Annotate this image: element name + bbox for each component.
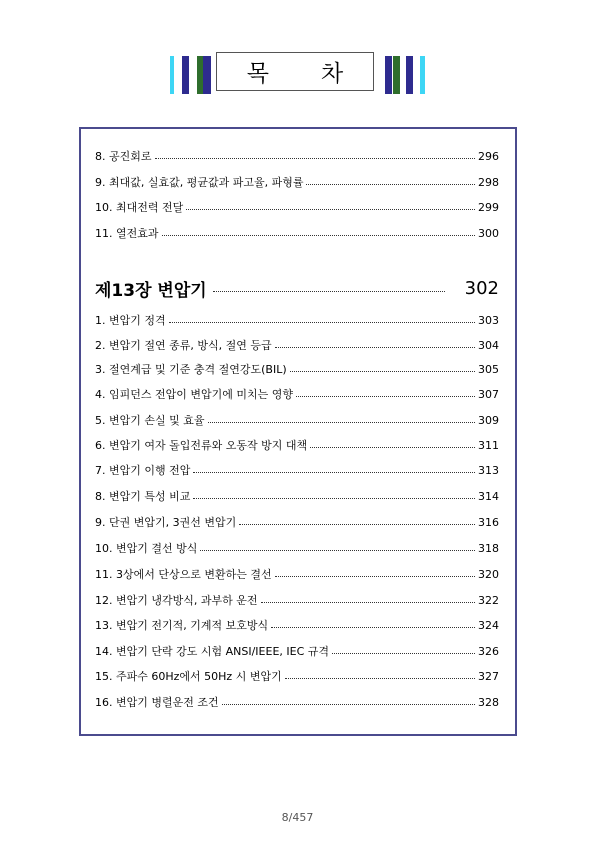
toc-entry-page: 296 <box>478 149 499 163</box>
toc-entry-label: 7. 변압기 이행 전압 <box>95 464 191 477</box>
toc-entry[interactable] <box>95 437 499 453</box>
leader-dots <box>193 497 475 499</box>
toc-entry[interactable] <box>95 617 499 633</box>
leader-dots <box>275 346 475 348</box>
toc-header <box>0 52 595 96</box>
toc-entry-page: 298 <box>478 175 499 189</box>
toc-entry[interactable] <box>95 412 499 428</box>
toc-entry-label: 11. 3상에서 단상으로 변환하는 결선 <box>95 568 272 581</box>
toc-entry-page: 304 <box>478 338 499 352</box>
decorative-bar <box>182 56 189 94</box>
decorative-bar <box>393 56 400 94</box>
toc-entry[interactable] <box>95 148 499 164</box>
toc-entry[interactable] <box>95 225 499 241</box>
toc-entry-label: 2. 변압기 절연 종류, 방식, 절연 등급 <box>95 339 272 352</box>
toc-entry[interactable] <box>95 488 499 504</box>
toc-entry-page: 313 <box>478 463 499 477</box>
toc-entry[interactable] <box>95 643 499 659</box>
toc-entry-page: 324 <box>478 618 499 632</box>
page-indicator: 8/457 <box>281 811 314 824</box>
toc-entry-page: 320 <box>478 567 499 581</box>
toc-entry-label: 9. 최대값, 실효값, 평균값과 파고율, 파형률 <box>95 176 304 189</box>
leader-dots <box>296 395 475 397</box>
toc-entry[interactable] <box>95 592 499 608</box>
toc-entry-label: 9. 단권 변압기, 3권선 변압기 <box>95 516 237 529</box>
leader-dots <box>162 234 476 236</box>
toc-entry[interactable] <box>95 312 499 328</box>
leader-dots <box>239 523 475 525</box>
toc-entry-label: 14. 변압기 단락 강도 시험 ANSI/IEEE, IEC 규격 <box>95 645 330 658</box>
toc-entry-label: 15. 주파수 60Hz에서 50Hz 시 변압기 <box>95 670 282 683</box>
toc-entry-label: 6. 변압기 여자 돌입전류와 오동작 방지 대책 <box>95 439 308 452</box>
chapter-title: 제13장 변압기 <box>95 280 207 301</box>
toc-entry-page: 326 <box>478 644 499 658</box>
leader-dots <box>275 575 475 577</box>
toc-entry[interactable] <box>95 668 499 684</box>
toc-entry-page: 322 <box>478 593 499 607</box>
toc-entry-page: 328 <box>478 695 499 709</box>
decorative-bar <box>170 56 174 94</box>
chapter-heading[interactable] <box>95 276 499 300</box>
title-char-1: 목 <box>246 61 269 87</box>
leader-dots <box>222 703 475 705</box>
leader-dots <box>290 370 475 372</box>
leader-dots <box>332 652 475 654</box>
leader-dots <box>213 290 445 292</box>
decorative-bar <box>420 56 425 94</box>
toc-entry-page: 307 <box>478 387 499 401</box>
toc-entry-label: 16. 변압기 병렬운전 조건 <box>95 696 219 709</box>
toc-entry[interactable] <box>95 386 499 402</box>
leader-dots <box>306 183 475 185</box>
decorative-bar <box>406 56 413 94</box>
leader-dots <box>261 601 476 603</box>
toc-entry-page: 303 <box>478 313 499 327</box>
toc-entry[interactable] <box>95 540 499 556</box>
decorative-bar <box>385 56 392 94</box>
leader-dots <box>285 677 475 679</box>
toc-entry-label: 11. 열전효과 <box>95 227 159 240</box>
toc-entry-page: 327 <box>478 669 499 683</box>
leader-dots <box>200 549 475 551</box>
toc-entry-page: 311 <box>478 438 499 452</box>
title-char-2: 차 <box>321 61 344 87</box>
toc-entry-page: 314 <box>478 489 499 503</box>
toc-entry-label: 1. 변압기 정격 <box>95 314 166 327</box>
toc-entry[interactable] <box>95 361 499 377</box>
toc-entry[interactable] <box>95 694 499 710</box>
toc-entry-label: 10. 변압기 결선 방식 <box>95 542 198 555</box>
leader-dots <box>169 321 475 323</box>
toc-entry[interactable] <box>95 174 499 190</box>
leader-dots <box>271 626 475 628</box>
toc-entry-label: 8. 변압기 특성 비교 <box>95 490 191 503</box>
toc-entry-page: 309 <box>478 413 499 427</box>
toc-entry-label: 4. 임피던스 전압이 변압기에 미치는 영향 <box>95 388 293 401</box>
toc-title <box>216 52 374 91</box>
toc-entry-label: 13. 변압기 전기적, 기계적 보호방식 <box>95 619 269 632</box>
toc-entry-label: 12. 변압기 냉각방식, 과부하 운전 <box>95 594 258 607</box>
toc-entry-page: 316 <box>478 515 499 529</box>
toc-entry-page: 299 <box>478 200 499 214</box>
toc-entry[interactable] <box>95 514 499 530</box>
toc-entry-page: 318 <box>478 541 499 555</box>
toc-entry-label: 10. 최대전력 전달 <box>95 201 184 214</box>
toc-entry[interactable] <box>95 199 499 215</box>
toc-entry[interactable] <box>95 462 499 478</box>
leader-dots <box>155 157 476 159</box>
decorative-bar <box>203 56 211 94</box>
toc-entry-page: 300 <box>478 226 499 240</box>
toc-entry-page: 305 <box>478 362 499 376</box>
toc-entry-label: 8. 공진회로 <box>95 150 152 163</box>
leader-dots <box>193 471 475 473</box>
leader-dots <box>186 208 475 210</box>
toc-entry-label: 3. 절연계급 및 기준 충격 절연강도(BIL) <box>95 363 287 376</box>
leader-dots <box>310 446 475 448</box>
toc-entry[interactable] <box>95 337 499 353</box>
toc-entry[interactable] <box>95 566 499 582</box>
chapter-page: 302 <box>464 277 499 299</box>
leader-dots <box>208 421 476 423</box>
toc-entry-label: 5. 변압기 손실 및 효율 <box>95 414 205 427</box>
